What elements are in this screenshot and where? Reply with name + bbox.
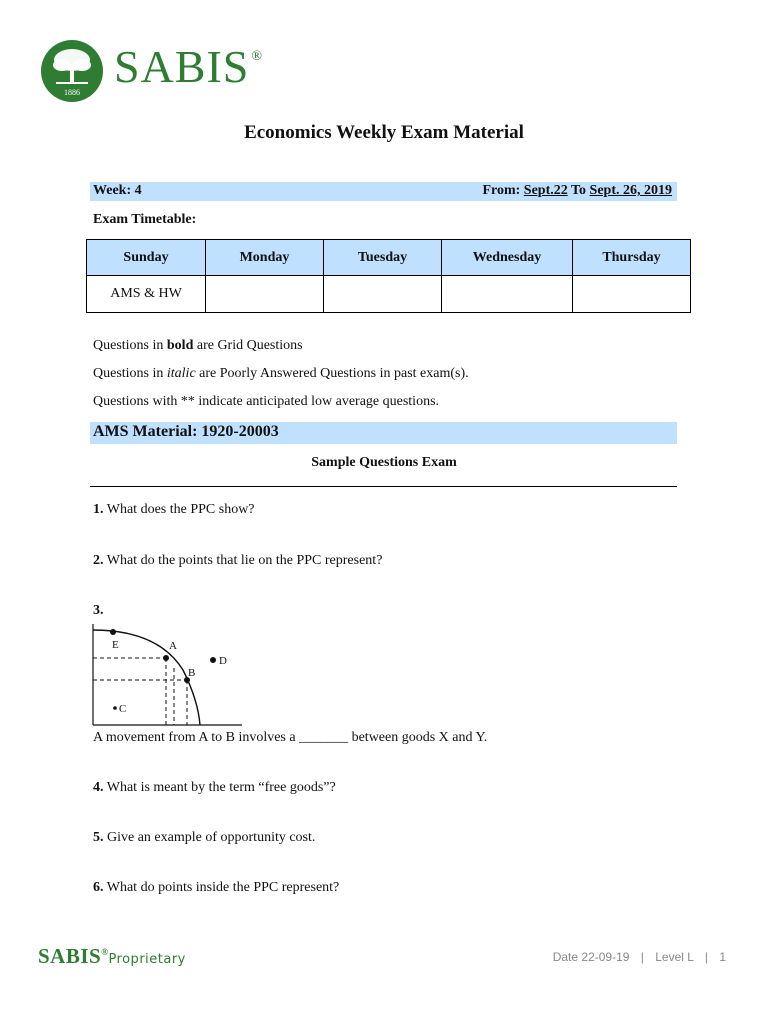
sample-questions-title: Sample Questions Exam bbox=[311, 455, 457, 470]
note-italic: Questions in italic are Poorly Answered Questions in past exam(s). bbox=[93, 366, 469, 381]
ppc-diagram bbox=[88, 620, 248, 730]
day-entry: AMS & HW bbox=[87, 276, 206, 313]
to-date: Sept. 26, 2019 bbox=[589, 183, 672, 198]
svg-text:D: D bbox=[219, 655, 227, 667]
ppc-curve bbox=[93, 630, 200, 725]
svg-text:A: A bbox=[169, 640, 177, 652]
question-2: 2. What do the points that lie on the PPC represent? bbox=[93, 553, 383, 568]
point-a bbox=[163, 655, 169, 661]
divider bbox=[90, 486, 677, 487]
question-6: 6. What do points inside the PPC represent? bbox=[93, 880, 340, 895]
day-entry bbox=[206, 276, 324, 313]
note-bold: Questions in bold are Grid Questions bbox=[93, 338, 303, 353]
week-label: Week: 4 bbox=[93, 183, 142, 198]
footer-info: Date 22-09-19 | Level L | 1 bbox=[552, 950, 726, 964]
point-e bbox=[110, 629, 116, 635]
page-title: Economics Weekly Exam Material bbox=[244, 122, 524, 143]
svg-text:1886: 1886 bbox=[64, 88, 80, 97]
note-stars: Questions with ** indicate anticipated low average questions. bbox=[93, 394, 440, 409]
day-entry bbox=[324, 276, 442, 313]
ams-material-bar: AMS Material: 1920-20003 bbox=[90, 422, 677, 444]
date-range: From: Sept.22 To Sept. 26, 2019 bbox=[482, 183, 672, 198]
day-entry bbox=[573, 276, 691, 313]
timetable-label: Exam Timetable: bbox=[93, 212, 197, 227]
footer-logo: SABIS®Proprietary bbox=[38, 944, 186, 968]
day-header: Thursday bbox=[573, 240, 691, 276]
week-bar bbox=[90, 182, 677, 201]
footer-date: Date 22-09-19 bbox=[552, 950, 630, 964]
day-header: Sunday bbox=[87, 240, 206, 276]
logo-wordmark: SABIS ® bbox=[114, 41, 264, 92]
question-4: 4. What is meant by the term “free goods”? bbox=[93, 780, 336, 795]
question-3: 3. bbox=[93, 603, 104, 618]
day-entry bbox=[442, 276, 573, 313]
day-header: Monday bbox=[206, 240, 324, 276]
timetable-entry-row bbox=[87, 276, 691, 313]
question-1: 1. What does the PPC show? bbox=[93, 502, 255, 517]
exam-timetable bbox=[86, 239, 691, 313]
svg-text:E: E bbox=[112, 639, 119, 651]
day-header: Wednesday bbox=[442, 240, 573, 276]
footer-level: Level L bbox=[655, 950, 694, 964]
point-d bbox=[210, 657, 216, 663]
point-c bbox=[113, 706, 117, 710]
svg-text:C: C bbox=[119, 703, 127, 715]
timetable-header-row bbox=[87, 240, 691, 276]
page-number: 1 bbox=[719, 950, 726, 964]
question-3-caption: A movement from A to B involves a _______ between goods X and Y. bbox=[93, 730, 488, 745]
question-5: 5. Give an example of opportunity cost. bbox=[93, 830, 316, 845]
day-header: Tuesday bbox=[324, 240, 442, 276]
tree-emblem-icon bbox=[40, 40, 106, 102]
from-date: Sept.22 bbox=[523, 183, 568, 198]
svg-text:B: B bbox=[188, 667, 196, 679]
